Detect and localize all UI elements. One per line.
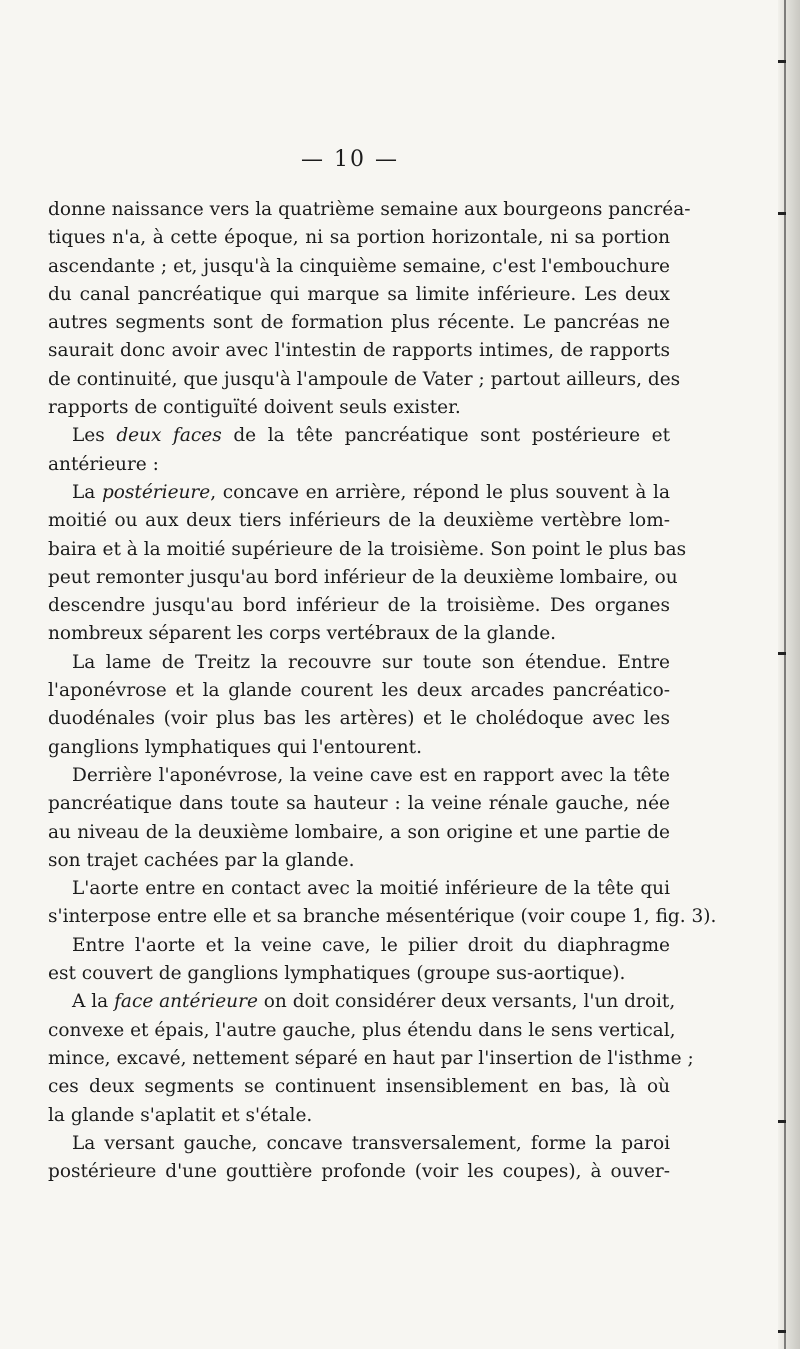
text-line: antérieure : <box>48 453 159 475</box>
edge-mark <box>778 1120 786 1123</box>
body-text <box>48 196 717 1186</box>
text-fragment: A la <box>72 991 115 1013</box>
binding-edge-line <box>784 0 786 1349</box>
text-line <box>48 479 670 507</box>
text-line: L'aorte entre en contact avec la moitié inférieure de la tête qui <box>72 878 670 900</box>
italic-term: deux faces <box>116 425 222 447</box>
text-line: du canal pancréatique qui marque sa limite inférieure. Les deux <box>48 283 670 305</box>
text-line: autres segments sont de formation plus récente. Le pancréas ne <box>48 312 670 334</box>
text-line: Entre l'aorte et la veine cave, le pilier droit du diaphragme <box>72 934 670 956</box>
italic-term: postérieure <box>101 481 211 503</box>
text-line: rapports de contiguïté doivent seuls exister. <box>48 397 461 419</box>
text-line: mince, excavé, nettement séparé en haut par l'insertion de l'isthme ; <box>48 1047 694 1069</box>
text-line: moitié ou aux deux tiers inférieurs de la deuxième vertèbre lom- <box>48 510 670 532</box>
text-line: la glande s'aplatit et s'étale. <box>48 1104 313 1126</box>
text-line: l'aponévrose et la glande courent les deux arcades pancréatico- <box>48 680 670 702</box>
text-line: nombreux séparent les corps vertébraux de la glande. <box>48 623 557 645</box>
text-line <box>48 422 670 450</box>
text-fragment: Les <box>72 425 117 447</box>
edge-mark <box>778 1330 786 1333</box>
text-line: tiques n'a, à cette époque, ni sa portion horizontale, ni sa portion <box>48 227 670 249</box>
text-line: est couvert de ganglions lymphatiques (groupe sus-aortique). <box>48 963 626 985</box>
text-line <box>48 988 676 1016</box>
text-line: saurait donc avoir avec l'intestin de rapports intimes, de rapports <box>48 340 670 362</box>
text-line: ganglions lymphatiques qui l'entourent. <box>48 736 422 758</box>
text-line: au niveau de la deuxième lombaire, a son origine et une partie de <box>48 821 670 843</box>
text-line: son trajet cachées par la glande. <box>48 849 355 871</box>
text-line: postérieure d'une gouttière profonde (voir les coupes), à ouver- <box>48 1161 670 1183</box>
text-line: peut remonter jusqu'au bord inférieur de la deuxième lombaire, ou <box>48 566 678 588</box>
edge-mark <box>778 212 786 215</box>
text-fragment: de la tête pancréatique sont postérieure et <box>221 425 671 447</box>
text-line: s'interpose entre elle et sa branche mésentérique (voir coupe 1, fig. 3). <box>48 906 717 928</box>
text-line: donne naissance vers la quatrième semaine aux bourgeons pancréa- <box>48 199 691 220</box>
text-line: Derrière l'aponévrose, la veine cave est en rapport avec la tête <box>72 764 670 786</box>
text-line: La versant gauche, concave transversalement, forme la paroi <box>72 1132 670 1154</box>
page-edge <box>778 0 800 1349</box>
text-line: ces deux segments se continuent insensiblement en bas, là où <box>48 1076 670 1098</box>
text-line: pancréatique dans toute sa hauteur : la veine rénale gauche, née <box>48 793 670 815</box>
italic-term: face antérieure <box>114 991 258 1013</box>
text-line: baira et à la moitié supérieure de la troisième. Son point le plus bas <box>48 538 687 560</box>
text-fragment: La <box>72 481 102 503</box>
text-line: La lame de Treitz la recouvre sur toute son étendue. Entre <box>72 651 670 673</box>
text-line: duodénales (voir plus bas les artères) et le cholédoque avec les <box>48 708 670 730</box>
text-line: de continuité, que jusqu'à l'ampoule de Vater ; partout ailleurs, des <box>48 368 681 390</box>
text-line: ascendante ; et, jusqu'à la cinquième semaine, c'est l'embouchure <box>48 255 670 277</box>
text-line: convexe et épais, l'autre gauche, plus étendu dans le sens vertical, <box>48 1019 676 1041</box>
text-fragment: on doit considérer deux versants, l'un droit, <box>257 991 676 1013</box>
edge-mark <box>778 60 786 63</box>
text-fragment: , concave en arrière, répond le plus souvent à la <box>210 481 670 503</box>
edge-mark <box>778 652 786 655</box>
text-line: descendre jusqu'au bord inférieur de la troisième. Des organes <box>48 595 670 617</box>
page-number: — 10 — <box>301 147 399 172</box>
